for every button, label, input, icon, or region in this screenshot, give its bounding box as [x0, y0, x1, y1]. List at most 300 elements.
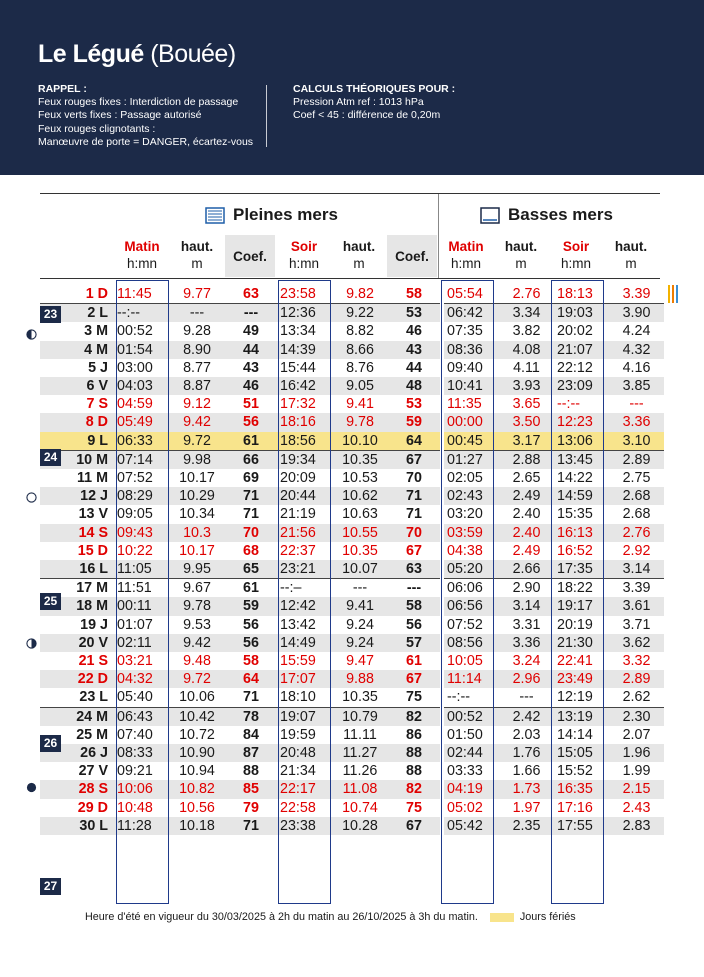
cell-day: 1 D [85, 286, 108, 302]
cell-pm-am-c: 49 [243, 323, 259, 340]
cell-pm-am: 07:14 [114, 450, 169, 469]
cell-bm-am-h: 1.73 [499, 780, 554, 798]
cell-bm-am: 00:52 [444, 707, 499, 726]
row-tail [664, 450, 704, 469]
row-lead [0, 542, 40, 560]
cell-bm-am: 02:05 [447, 470, 483, 487]
tab-bar [676, 285, 678, 303]
cell-pm-am: 10:22 [117, 542, 153, 559]
cell-bm-pm-h: 2.68 [609, 487, 664, 505]
cell-pm-am-c: 87 [225, 744, 277, 762]
cell-day: 28 S [40, 780, 114, 798]
cell-pm-am-c: 70 [225, 524, 277, 542]
cell-bm-pm: 12:23 [554, 413, 609, 431]
cell-pm-am: 01:07 [117, 616, 153, 633]
cell-pm-am: 00:11 [114, 597, 169, 615]
high-tide-icon [205, 207, 225, 224]
cell-bm-pm: --:-- [557, 396, 581, 413]
cell-bm-pm: 23:09 [554, 377, 609, 395]
cell-bm-am-h: 2.35 [499, 817, 554, 835]
cell-day: 16 L [40, 560, 114, 579]
cell-bm-pm-h: 3.36 [609, 413, 664, 431]
cell-pm-pm-c: 48 [388, 377, 440, 395]
row-lead [0, 450, 40, 469]
row-lead [0, 524, 40, 542]
cell-pm-am-h: 10.42 [169, 707, 225, 726]
cell-day: 21 S [78, 653, 108, 670]
cell-pm-pm: 14:49 [277, 634, 332, 652]
row-tail [664, 505, 704, 523]
cell-pm-pm-h: 8.82 [346, 323, 374, 340]
cell-pm-am: 07:52 [117, 470, 153, 487]
cell-pm-am-c: 71 [225, 487, 277, 505]
cell-bm-pm-h: 2.30 [609, 707, 664, 726]
cell-pm-am-c: 84 [243, 726, 259, 743]
cell-pm-am-h: 10.90 [169, 744, 225, 762]
cell-pm-pm-c: 88 [388, 744, 440, 762]
cell-pm-pm-c: 67 [388, 817, 440, 835]
cell-bm-am: 08:36 [444, 341, 499, 359]
cell-pm-am-c: 66 [225, 450, 277, 469]
cell-pm-pm-h: 11.11 [343, 726, 377, 743]
cell-pm-am: 04:32 [114, 670, 169, 688]
cell-pm-pm-h: 9.41 [346, 396, 374, 413]
cell-pm-pm-h: 10.79 [332, 707, 388, 726]
cell-day: 4 M [40, 341, 114, 359]
cell-bm-pm: 23:49 [554, 670, 609, 688]
cell-pm-am-c: 43 [243, 359, 259, 376]
cell-bm-am: 03:33 [447, 763, 483, 780]
cell-bm-am: 02:43 [444, 487, 499, 505]
cell-bm-pm: 22:12 [557, 359, 593, 376]
cell-pm-pm-h: 9.24 [346, 616, 374, 633]
pm-matin-box [116, 280, 169, 904]
cell-bm-pm-h: 1.96 [609, 744, 664, 762]
cell-pm-am: 11:05 [114, 560, 169, 579]
row-tail [664, 322, 704, 340]
cell-bm-pm: 14:22 [557, 470, 593, 487]
cell-pm-pm-c: 70 [406, 470, 422, 487]
cell-day: 9 L [40, 432, 114, 451]
row-tail [664, 780, 704, 798]
cell-bm-pm-h: 2.89 [609, 450, 664, 469]
row-lead [0, 726, 40, 744]
pleines-mers-title: Pleines mers [205, 205, 338, 225]
cell-pm-am: 03:00 [117, 359, 153, 376]
cell-pm-pm-c: 57 [388, 634, 440, 652]
cell-pm-pm: 19:07 [277, 707, 332, 726]
cell-pm-pm-h: 9.88 [332, 670, 388, 688]
cell-bm-am: 08:56 [444, 634, 499, 652]
col-soir-pm: Soir h:mn [288, 239, 319, 271]
cell-bm-am: 09:40 [447, 359, 483, 376]
cell-pm-am: 05:40 [117, 689, 153, 706]
tab-bar [668, 285, 670, 303]
cell-bm-am: 01:50 [447, 726, 483, 743]
low-tide-icon [480, 207, 500, 224]
col-matin-bm: Matin h:mn [448, 239, 484, 271]
cell-day: 8 D [40, 413, 114, 431]
cell-bm-pm: 16:35 [554, 780, 609, 798]
cell-day: 7 S [86, 396, 108, 413]
cell-pm-pm: 17:32 [280, 396, 316, 413]
cell-pm-am-h: 9.72 [169, 432, 225, 451]
header-divider [266, 85, 267, 147]
cell-bm-am-h: 2.96 [499, 670, 554, 688]
cell-pm-am-h: 9.95 [169, 560, 225, 579]
cell-day: 5 J [88, 359, 108, 376]
cell-pm-am: 04:59 [117, 396, 153, 413]
cell-pm-pm-c: 75 [406, 799, 422, 816]
cell-pm-am-c: 44 [225, 341, 277, 359]
row-lead [0, 616, 40, 634]
header-rule [40, 278, 660, 279]
cell-bm-am-h: 3.82 [512, 323, 541, 340]
cell-day: 15 D [77, 542, 108, 559]
cell-pm-am-h: 8.87 [169, 377, 225, 395]
cell-day: 29 D [77, 799, 108, 816]
cell-pm-pm-c: 58 [388, 597, 440, 615]
cell-bm-am: 11:14 [444, 670, 499, 688]
cell-bm-pm: 17:55 [554, 817, 609, 835]
cell-pm-am-h: 9.53 [183, 616, 211, 633]
cell-pm-am: 06:33 [114, 432, 169, 451]
row-tail [664, 304, 704, 323]
cell-pm-pm-c: 67 [388, 450, 440, 469]
cell-bm-am: 00:45 [444, 432, 499, 451]
dst-note: Heure d'été en vigueur du 30/03/2025 à 2h du matin au 26/10/2025 à 3h du matin. [85, 911, 478, 923]
cell-bm-am-h: 2.88 [499, 450, 554, 469]
cell-bm-am: 06:56 [444, 597, 499, 615]
cell-day: 18 M [40, 597, 114, 615]
cell-pm-am-c: 71 [225, 817, 277, 835]
row-lead [0, 341, 40, 359]
cell-pm-pm-h: 10.74 [342, 799, 378, 816]
cell-pm-pm-h: 9.05 [332, 377, 388, 395]
cell-pm-am: 07:40 [117, 726, 153, 743]
cell-bm-pm-h: 2.68 [622, 506, 651, 523]
cell-pm-am-h: 9.78 [169, 597, 225, 615]
cell-bm-pm: 13:19 [554, 707, 609, 726]
cell-bm-pm-h: 2.83 [609, 817, 664, 835]
cell-bm-am: 07:52 [447, 616, 483, 633]
cell-pm-pm: 12:42 [277, 597, 332, 615]
cell-bm-am-h: 3.93 [499, 377, 554, 395]
row-tail [664, 707, 704, 726]
row-tail [664, 634, 704, 652]
cell-pm-am-h: 10.29 [169, 487, 225, 505]
cell-pm-am-h: 10.18 [169, 817, 225, 835]
cell-bm-am-h: 4.08 [499, 341, 554, 359]
cell-pm-am-c: 78 [225, 707, 277, 726]
cell-bm-pm-h: 3.14 [609, 560, 664, 579]
row-lead [0, 413, 40, 431]
cell-pm-am: 11:28 [114, 817, 169, 835]
row-tail [664, 359, 704, 377]
cell-bm-am: 05:42 [444, 817, 499, 835]
cell-bm-am-h: 2.40 [512, 506, 541, 523]
row-tail [664, 377, 704, 395]
cell-bm-am-h: 3.50 [499, 413, 554, 431]
cell-bm-am: 06:06 [444, 579, 499, 598]
week-badge: 24 [40, 449, 61, 466]
cell-pm-am-c: 58 [243, 653, 259, 670]
cell-pm-pm-c: 71 [406, 506, 422, 523]
cell-pm-pm: 12:36 [277, 304, 332, 323]
row-lead [0, 744, 40, 762]
cell-pm-pm-c: --- [388, 579, 440, 598]
cell-pm-pm-h: 10.07 [332, 560, 388, 579]
row-tail [664, 413, 704, 431]
row-lead [0, 377, 40, 395]
cell-pm-pm-c: 70 [388, 524, 440, 542]
cell-bm-pm-h: --- [629, 396, 644, 413]
cell-pm-pm-h: 10.28 [332, 817, 388, 835]
cell-pm-pm: 22:58 [280, 799, 316, 816]
cell-pm-am-h: 10.17 [179, 542, 215, 559]
cell-bm-am-h: 4.11 [513, 359, 540, 376]
cell-pm-am-h: 8.90 [169, 341, 225, 359]
cell-pm-pm-c: 67 [406, 542, 422, 559]
col-soir-bm: Soir h:mn [560, 239, 591, 271]
cell-pm-pm-h: 11.27 [332, 744, 388, 762]
cell-pm-pm: 16:42 [277, 377, 332, 395]
cell-bm-pm: 21:30 [554, 634, 609, 652]
cell-pm-pm-h: 11.08 [332, 780, 388, 798]
cell-bm-am-h: 2.90 [499, 579, 554, 598]
cell-bm-am-h: 1.66 [512, 763, 541, 780]
cell-pm-am-c: 61 [225, 579, 277, 598]
row-lead [0, 560, 40, 579]
cell-pm-am-h: 8.77 [183, 359, 211, 376]
cell-bm-am: 05:02 [447, 799, 483, 816]
cell-pm-pm: 21:56 [277, 524, 332, 542]
cell-day: 25 M [76, 726, 108, 743]
cell-pm-pm-c: 59 [388, 413, 440, 431]
cell-pm-am-c: 51 [243, 396, 259, 413]
cell-bm-am: 11:35 [447, 396, 482, 413]
row-lead [0, 817, 40, 835]
cell-pm-pm-h: 11.26 [342, 763, 378, 780]
cell-bm-pm: 12:19 [557, 689, 593, 706]
cell-day: 17 M [40, 579, 114, 598]
cell-bm-pm: 19:03 [554, 304, 609, 323]
cell-bm-pm: 13:45 [554, 450, 609, 469]
row-lead [0, 395, 40, 413]
cell-bm-am: 03:59 [444, 524, 499, 542]
row-lead [0, 304, 40, 323]
row-tail [664, 799, 704, 817]
cell-bm-am-h: 3.36 [499, 634, 554, 652]
cell-pm-pm-c: 63 [388, 560, 440, 579]
row-lead [0, 469, 40, 487]
cell-bm-am: 10:05 [447, 653, 483, 670]
cell-bm-am-h: 1.76 [499, 744, 554, 762]
cell-bm-pm-h: 4.24 [622, 323, 651, 340]
cell-pm-am: 03:21 [117, 653, 153, 670]
row-tail [664, 487, 704, 505]
cell-bm-pm: 14:59 [554, 487, 609, 505]
cell-pm-am: 02:11 [114, 634, 169, 652]
cell-bm-am-h: 2.66 [499, 560, 554, 579]
cell-pm-pm-h: 9.82 [346, 286, 374, 302]
cell-pm-am: 08:33 [114, 744, 169, 762]
col-coef-am: Coef. [233, 249, 267, 264]
holiday-legend: Jours fériés [519, 911, 576, 923]
cell-pm-pm-h: --- [332, 579, 388, 598]
cell-day: 19 J [80, 616, 108, 633]
cell-bm-am: 02:44 [444, 744, 499, 762]
row-lead [0, 285, 40, 304]
col-matin-pm: Matin h:mn [124, 239, 160, 271]
cell-bm-pm-h: 2.89 [609, 670, 664, 688]
cell-pm-am-h: 9.72 [169, 670, 225, 688]
cell-pm-am-c: 63 [243, 286, 259, 302]
cell-pm-pm-c: 53 [406, 396, 422, 413]
cell-day: 26 J [40, 744, 114, 762]
cell-bm-am: 00:00 [444, 413, 499, 431]
cell-pm-am-h: 9.98 [169, 450, 225, 469]
cell-pm-pm: 18:10 [280, 689, 316, 706]
full-moon-icon [26, 492, 37, 503]
cell-bm-pm-h: 2.75 [622, 470, 651, 487]
cell-day: 3 M [84, 323, 108, 340]
row-tail [664, 542, 704, 560]
cell-bm-am-h: 2.03 [512, 726, 541, 743]
cell-bm-am-h: 3.65 [512, 396, 541, 413]
cell-pm-pm-c: 82 [388, 780, 440, 798]
row-tail [664, 579, 704, 598]
col-haut-bm-am: haut. m [504, 239, 538, 271]
cell-pm-am-c: 56 [225, 413, 277, 431]
cell-pm-am: 09:21 [117, 763, 153, 780]
row-lead [0, 432, 40, 451]
row-tail [664, 817, 704, 835]
row-tail [664, 524, 704, 542]
tab-bar [672, 285, 674, 303]
bm-soir-box [551, 280, 604, 904]
row-tail [664, 762, 704, 780]
cell-bm-am-h: 3.14 [499, 597, 554, 615]
cell-pm-pm: 13:34 [280, 323, 316, 340]
bm-matin-box [441, 280, 494, 904]
first-quarter-moon-icon [26, 329, 37, 340]
cell-day: 22 D [40, 670, 114, 688]
week-badge: 26 [40, 735, 61, 752]
col-haut-bm-pm: haut. m [614, 239, 648, 271]
row-tail [664, 395, 704, 413]
cell-pm-pm: 14:39 [277, 341, 332, 359]
cell-pm-pm: 20:48 [277, 744, 332, 762]
cell-bm-pm: 22:41 [557, 653, 593, 670]
basses-mers-title: Basses mers [480, 205, 613, 225]
cell-day: 30 L [40, 817, 114, 835]
cell-pm-am-h: 10.17 [179, 470, 215, 487]
cell-bm-pm-h: 3.39 [622, 286, 651, 302]
cell-pm-am: 11:51 [114, 579, 169, 598]
cell-pm-pm: 15:59 [280, 653, 316, 670]
cell-pm-pm: 19:34 [277, 450, 332, 469]
cell-pm-pm-c: 44 [406, 359, 422, 376]
cell-bm-am: 05:54 [447, 286, 483, 302]
cell-pm-am-c: 61 [225, 432, 277, 451]
cell-pm-am-h: --- [169, 304, 225, 323]
cell-pm-pm-h: 9.22 [332, 304, 388, 323]
cell-bm-pm: 13:06 [554, 432, 609, 451]
cell-bm-am-h: 2.49 [512, 542, 541, 559]
cell-bm-pm-h: 1.99 [622, 763, 651, 780]
cell-bm-pm: 21:07 [554, 341, 609, 359]
cell-bm-pm-h: 2.62 [622, 689, 651, 706]
cell-bm-pm-h: 3.32 [622, 653, 651, 670]
week-badge: 23 [40, 306, 61, 323]
cell-pm-am-h: 9.42 [169, 413, 225, 431]
cell-bm-am: 01:27 [444, 450, 499, 469]
cell-pm-pm: 18:56 [277, 432, 332, 451]
cell-bm-pm-h: 3.90 [609, 304, 664, 323]
cell-pm-am-c: 56 [243, 616, 259, 633]
row-lead [0, 597, 40, 615]
cell-pm-am-c: --- [225, 304, 277, 323]
col-coef-pm: Coef. [395, 249, 429, 264]
cell-pm-pm-h: 10.53 [342, 470, 378, 487]
cell-pm-am-c: 85 [225, 780, 277, 798]
cell-pm-am-h: 10.34 [179, 506, 215, 523]
cell-pm-am: 11:45 [117, 286, 152, 302]
cell-day: 12 J [40, 487, 114, 505]
cell-bm-pm: 18:22 [554, 579, 609, 598]
cell-pm-am: 10:06 [114, 780, 169, 798]
cell-bm-am-h: 2.42 [499, 707, 554, 726]
cell-day: 11 M [77, 470, 108, 487]
cell-bm-pm-h: 4.32 [609, 341, 664, 359]
cell-bm-am-h: 2.76 [512, 286, 541, 302]
cell-pm-am-h: 9.77 [183, 286, 211, 302]
cell-bm-pm-h: 2.07 [622, 726, 651, 743]
row-tail [664, 726, 704, 744]
cell-pm-pm: --:– [277, 579, 332, 598]
row-lead [0, 688, 40, 707]
cell-pm-pm-c: 86 [406, 726, 422, 743]
cell-bm-pm-h: 3.10 [609, 432, 664, 451]
cell-day: 23 L [79, 689, 108, 706]
cell-pm-am-h: 10.94 [179, 763, 215, 780]
cell-pm-pm-h: 8.76 [346, 359, 374, 376]
row-tail [664, 652, 704, 670]
cell-bm-pm-h: 3.62 [609, 634, 664, 652]
new-moon-icon [26, 782, 37, 793]
rappel-block: RAPPEL : Feux rouges fixes : Interdiction de passage Feux verts fixes : Passage autorisé Feux rouges clignotants : Manœuvre de porte = DANGER, écartez-vous [38, 83, 254, 148]
cell-pm-am-c: 64 [225, 670, 277, 688]
color-tab-marker [668, 285, 678, 303]
cell-bm-pm: 15:05 [554, 744, 609, 762]
cell-pm-am: --:-- [114, 304, 169, 323]
cell-pm-pm-h: 10.55 [332, 524, 388, 542]
cell-pm-am-c: 69 [243, 470, 259, 487]
cell-pm-am-c: 79 [243, 799, 259, 816]
cell-bm-am: 10:41 [444, 377, 499, 395]
cell-pm-pm-c: 56 [406, 616, 422, 633]
cell-pm-pm-h: 9.24 [332, 634, 388, 652]
row-tail [664, 597, 704, 615]
cell-pm-am-h: 9.48 [183, 653, 211, 670]
row-lead [0, 670, 40, 688]
cell-pm-am-h: 10.56 [179, 799, 215, 816]
cell-pm-pm: 18:16 [277, 413, 332, 431]
cell-bm-am: 03:20 [447, 506, 483, 523]
cell-bm-am-h: 1.97 [512, 799, 541, 816]
cell-pm-pm: 21:34 [280, 763, 316, 780]
